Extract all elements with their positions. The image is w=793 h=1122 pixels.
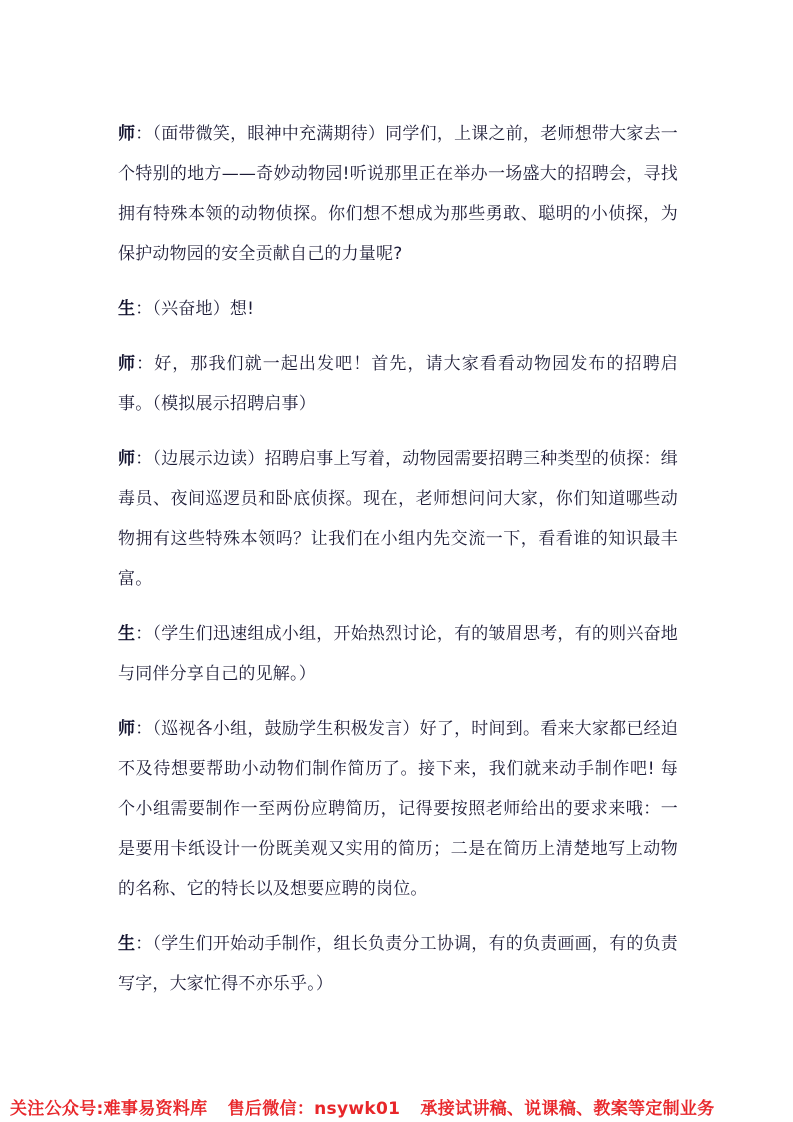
speaker-label: 生	[118, 624, 136, 644]
speaker-label: 师	[118, 449, 136, 469]
paragraph-text: （边展示边读）招聘启事上写着，动物园需要招聘三种类型的侦探：缉毒员、夜间巡逻员和卧底侦探。现在，老师想问问大家，你们知道哪些动物拥有这些特殊本领吗？让我们在小组内先交流一下，看看谁的知识最丰富。	[118, 449, 679, 589]
paragraph-1	[118, 114, 678, 274]
separator: ：	[135, 299, 153, 319]
speaker-label: 师	[118, 124, 136, 144]
footer-service-text: 承接试讲稿、说课稿、教案等定制业务	[420, 1099, 715, 1119]
footer-banner	[10, 1094, 790, 1119]
paragraph-text: （巡视各小组，鼓励学生积极发言）好了，时间到。看来大家都已经迫不及待想要帮助小动物们制作简历了。接下来，我们就来动手制作吧! 每个小组需要制作一至两份应聘简历，记得要按照老师给出的要求来哦：一是要用卡纸设计一份既美观又实用的简历；二是在简历上清楚地写上动物的名称、它的特长以及想要应聘的岗位。	[118, 719, 679, 899]
paragraph-text: （兴奋地）想!	[152, 299, 255, 319]
separator: ：	[136, 354, 155, 374]
speaker-label: 师	[118, 354, 137, 374]
paragraph-6	[118, 709, 678, 909]
paragraph-text: 好，那我们就一起出发吧！首先，请大家看看动物园发布的招聘启事。（模拟展示招聘启事）	[118, 354, 678, 414]
paragraph-7	[118, 924, 678, 1004]
separator: ：	[135, 934, 153, 954]
footer-account-text: 关注公众号:难事易资料库	[10, 1099, 208, 1119]
separator: ：	[135, 624, 153, 644]
paragraph-4	[118, 439, 678, 599]
paragraph-text: （学生们迅速组成小组，开始热烈讨论，有的皱眉思考，有的则兴奋地与同伴分享自己的见解。）	[118, 624, 679, 684]
document-body	[118, 114, 678, 1019]
separator: ：	[135, 719, 153, 739]
separator: ：	[135, 124, 153, 144]
separator: ：	[135, 449, 153, 469]
speaker-label: 生	[118, 934, 136, 954]
speaker-label: 师	[118, 719, 136, 739]
paragraph-2	[118, 289, 678, 329]
paragraph-3	[118, 344, 678, 424]
paragraph-text: （学生们开始动手制作，组长负责分工协调，有的负责画画，有的负责写字，大家忙得不亦乐乎。）	[118, 934, 679, 994]
speaker-label: 生	[118, 299, 136, 319]
paragraph-text: （面带微笑，眼神中充满期待）同学们，上课之前，老师想带大家去一个特别的地方——奇妙动物园!听说那里正在举办一场盛大的招聘会，寻找拥有特殊本领的动物侦探。你们想不想成为那些勇敢、聪明的小侦探，为保护动物园的安全贡献自己的力量呢?	[118, 124, 679, 264]
paragraph-5	[118, 614, 678, 694]
footer-wechat-text: 售后微信：nsywk01	[227, 1099, 401, 1119]
